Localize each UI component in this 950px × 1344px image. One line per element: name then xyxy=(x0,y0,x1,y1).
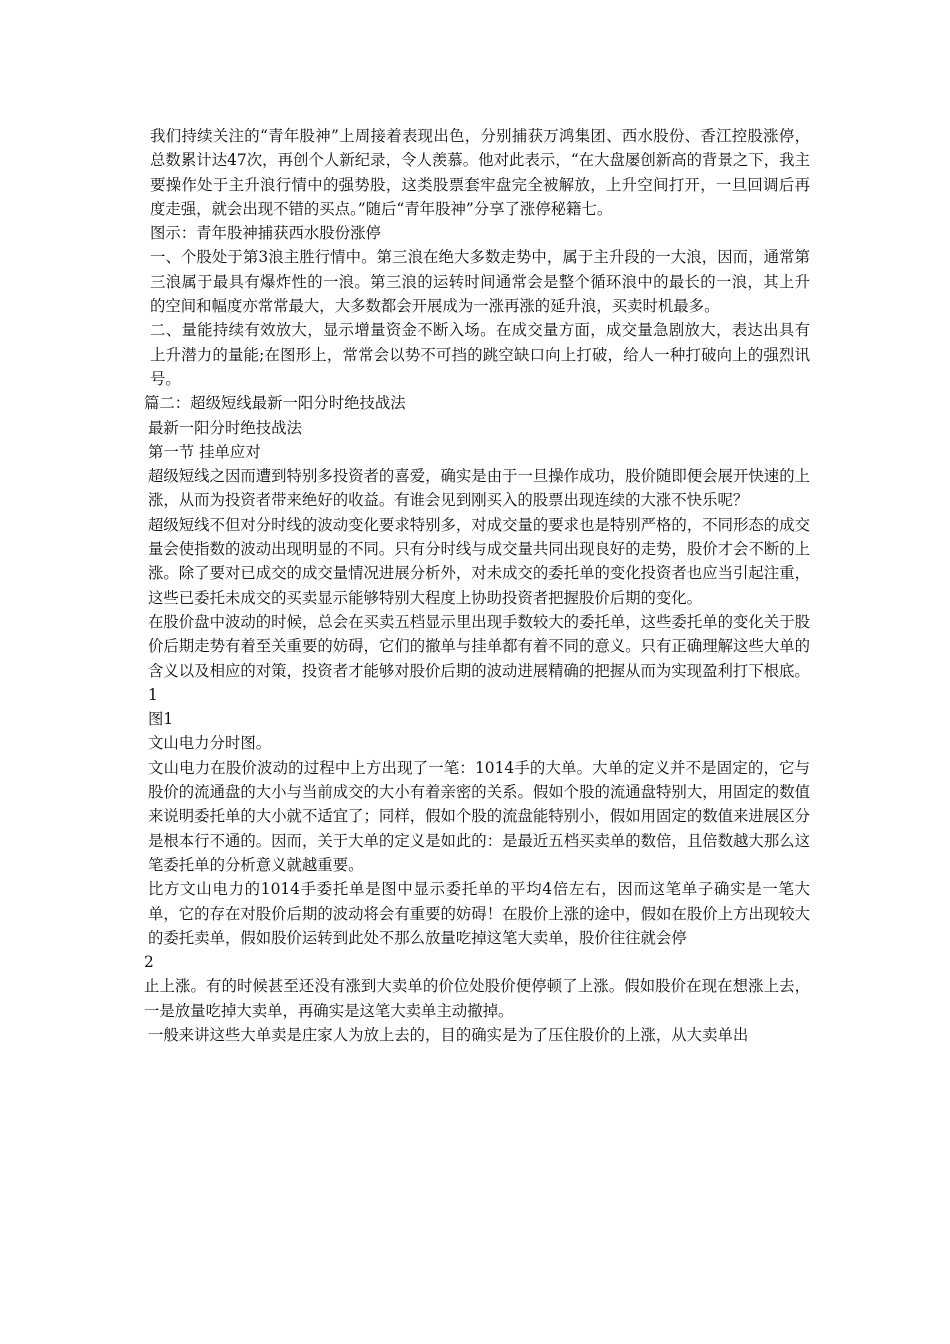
body-paragraph: 超级短线之因而遭到特别多投资者的喜爱，确实是由于一旦操作成功，股价随即便会展开快速的上涨，从而为投资者带来绝好的收益。有谁会见到刚买入的股票出现连续的大涨不快乐呢？ xyxy=(148,467,810,510)
body-paragraph: 文山电力在股价波动的过程中上方出现了一笔：1014手的大单。大单的定义并不是固定的，它与股价的流通盘的大小与当前成交的大小有着亲密的关系。假如个股的流通盘特别大，用固定的数值来说明委托单的大小就不适宜了；同样，假如个股的流盘能特别小，假如用固定的数值来进展区分是根本行不通的。因而，关于大单的定义是如此的：是最近五档买卖单的数倍，且倍数越大那么这笔委托单的分析意义就越重要。 xyxy=(148,758,810,874)
document-body xyxy=(144,124,810,1047)
body-paragraph: 一般来讲这些大单卖是庄家人为放上去的，目的确实是为了压住股价的上涨，从大卖单出 xyxy=(148,1025,749,1044)
intro-paragraph: 我们持续关注的“青年股神”上周接着表现出色，分别捕获万鸿集团、西水股份、香江控股涨停，总数累计达47次，再创个人新纪录，令人羡慕。他对此表示，“在大盘屡创新高的背景之下，我主要操作处于主升浪行情中的强势股，这类股票套牢盘完全被解放，上升空间打开，一旦回调后再度走强，就会出现不错的买点。”随后“青年股神”分享了涨停秘籍七。 xyxy=(150,127,810,218)
body-paragraph: 在股价盘中波动的时候，总会在买卖五档显示里出现手数较大的委托单，这些委托单的变化关于股价后期走势有着至关重要的妨碍，它们的撤单与挂单都有着不同的意义。只有正确理解这些大单的含义以及相应的对策，投资者才能够对股价后期的波动进展精确的把握从而为实现盈利打下根底。 xyxy=(148,612,810,680)
chapter-heading: 篇二：超级短线最新一阳分时绝技战法 xyxy=(144,394,406,413)
figure-label: 图1 xyxy=(148,710,174,729)
point-two-paragraph: 二、量能持续有效放大，显示增量资金不断入场。在成交量方面，成交量急剧放大，表达出具有上升潜力的量能;在图形上，常常会以势不可挡的跳空缺口向上打破，给人一种打破向上的强烈讯号。 xyxy=(150,321,810,388)
body-paragraph: 超级短线不但对分时线的波动变化要求特别多，对成交量的要求也是特别严格的，不同形态的成交量会使指数的波动出现明显的不同。只有分时线与成交量共同出现良好的走势，股价才会不断的上涨。除了要对已成交的成交量情况进展分析外，对未成交的委托单的变化投资者也应当引起注重，这些已委托未成交的买卖显示能够特别大程度上协助投资者把握股价后期的变化。 xyxy=(148,515,810,607)
figure-caption: 图示：青年股神捕获西水股份涨停 xyxy=(150,224,381,243)
section-title: 最新一阳分时绝技战法 xyxy=(148,418,302,437)
body-paragraph: 比方文山电力的1014手委托单是图中显示委托单的平均4倍左右，因而这笔单子确实是一笔大单，它的存在对股价后期的波动将会有重要的妨碍！在股价上涨的途中，假如在股价上方出现较大的委托卖单，假如股价运转到此处不那么放量吃掉这笔大卖单，股价往往就会停 xyxy=(148,880,810,947)
body-paragraph: 止上涨。有的时候甚至还没有涨到大卖单的价位处股价便停顿了上涨。假如股价在现在想涨上去，一是放量吃掉大卖单，再确实是这笔大卖单主动撤掉。 xyxy=(144,977,810,1020)
page-marker: 1 xyxy=(148,685,158,704)
figure-description: 文山电力分时图。 xyxy=(148,734,272,753)
subsection-title: 第一节 挂单应对 xyxy=(148,442,261,461)
point-one-paragraph: 一、个股处于第3浪主胜行情中。第三浪在绝大多数走势中，属于主升段的一大浪，因而，通常第三浪属于最具有爆炸性的一浪。第三浪的运转时间通常会是整个循环浪中的最长的一浪，其上升的空间和幅度亦常常最大，大多数都会开展成为一涨再涨的延升浪，买卖时机最多。 xyxy=(150,248,810,316)
page-marker: 2 xyxy=(144,953,154,972)
